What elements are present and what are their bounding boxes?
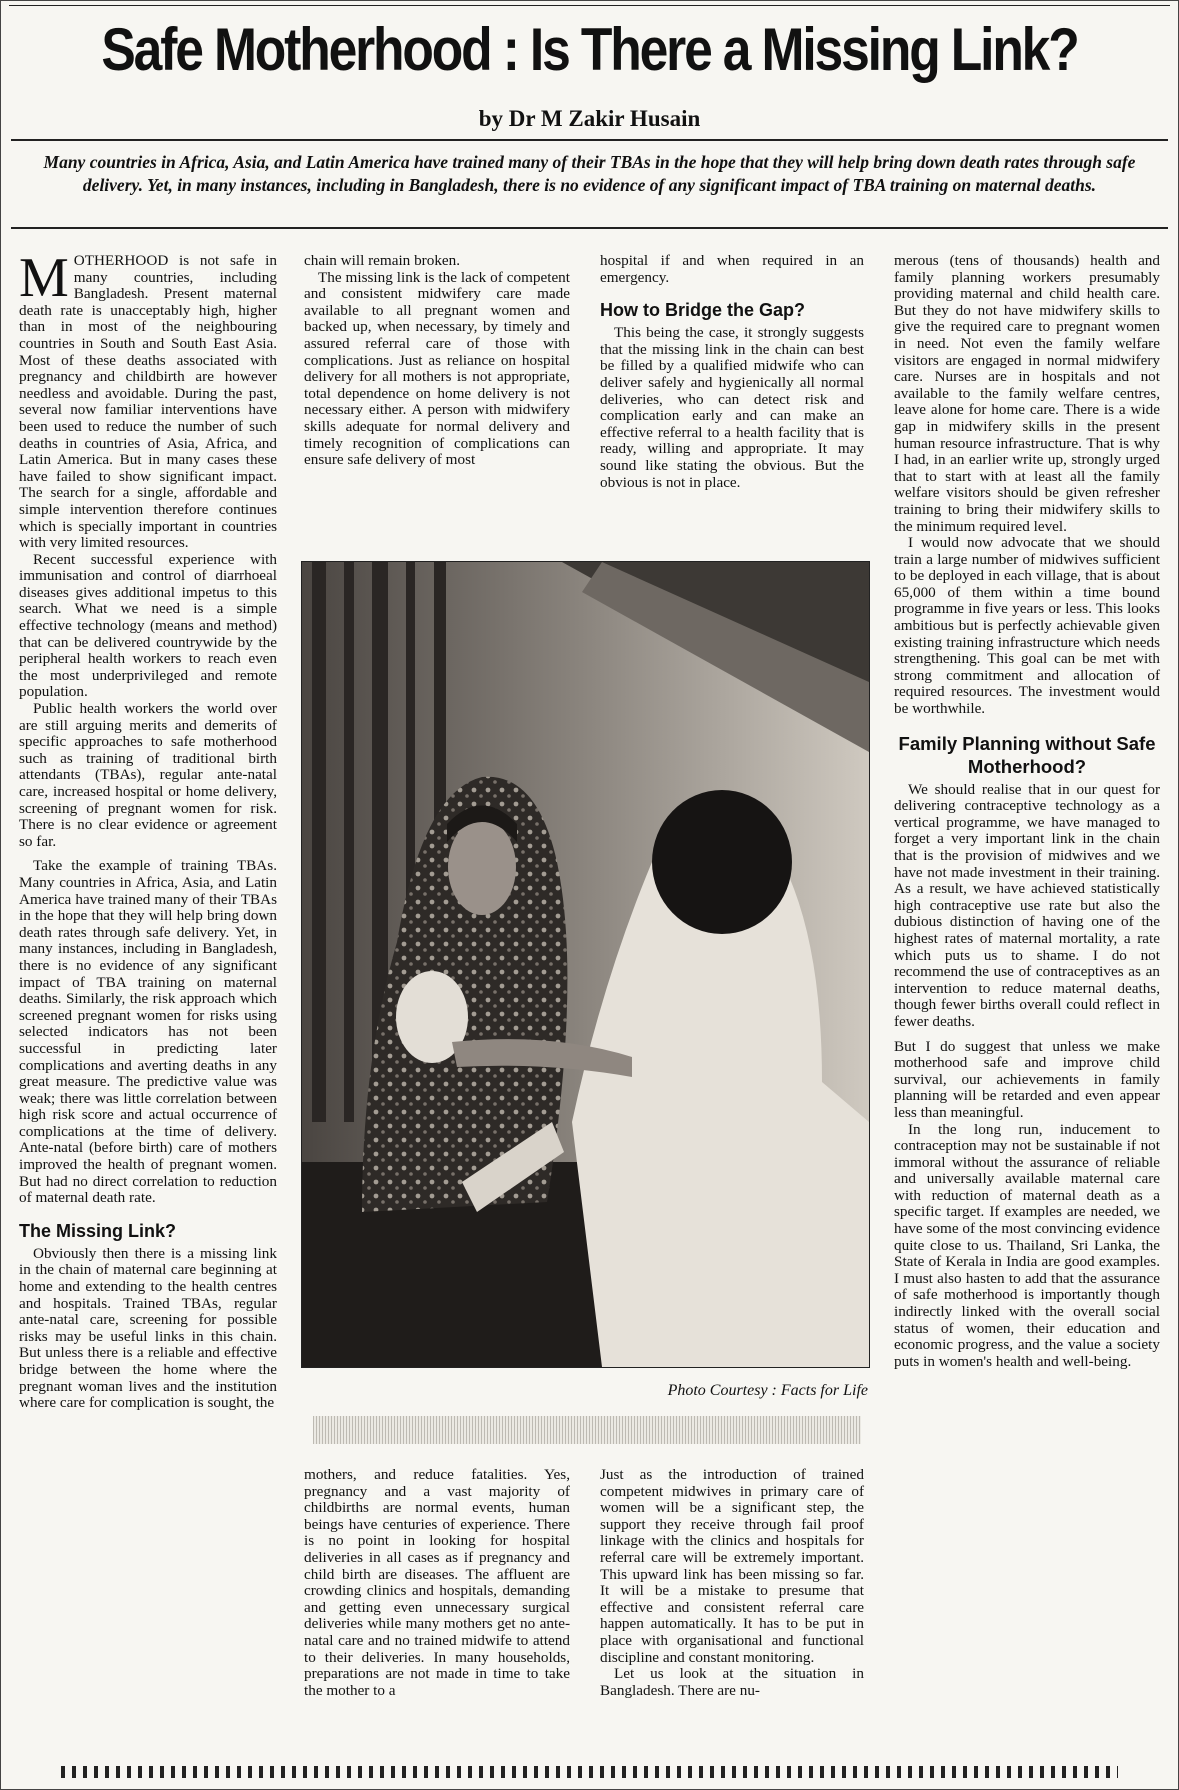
deck-top-rule: [11, 139, 1168, 141]
column-4: [894, 253, 1160, 1370]
col4-paragraph-2: I would now advocate that we should train a large number of midwives sufficient to be deployed in each village, that is about 65,000 of them within a time bound programme in five years or less. This looks ambitious but is perfectly achievable given existing training infrastructure which needs strengthening. This goal can be met with strong commitment and allocation of required resources. The investment would be worthwhile.: [894, 534, 1160, 718]
col4-paragraph-4: But I do suggest that unless we make motherhood safe and improve child survival, our achievements in family planning will be retarded and even appear less than meaningful.: [894, 1037, 1160, 1121]
drop-cap: M: [19, 247, 69, 309]
col2b-paragraph-1: mothers, and reduce fatalities. Yes, pregnancy and a vast majority of childbirths are normal events, human beings have centuries of experience. There is no point in looking for hospital deliveries in all cases as if pregnancy and child birth are diseases. The affluent are crowding clinics and hospitals, demanding and getting even unnecessary surgical deliveries while many mothers get no ante-natal care and no trained midwife to attend to their deliveries. In many households, preparations are not made in time to take the mother to a: [304, 1466, 570, 1699]
article-photo: [301, 561, 870, 1368]
deck-bottom-rule: [11, 227, 1168, 229]
column-2-bottom: [304, 1467, 570, 1699]
bottom-star-rule: [61, 1766, 1118, 1778]
col4-paragraph-3: We should realise that in our quest for delivering contraceptive technology as a vertical programme, we have managed to forget a very important link in the chain that is the provision of midwives and we have not made investment in their training. As a result, we have achieved statistically high contraceptive use rate but also the dubious distinction of having one of the highest rates of maternal mortality, a rate which puts us to shame. I do not recommend the use of contraceptives as an intervention to reduce maternal deaths, though fewer births overall could reflect in fewer deaths.: [894, 780, 1160, 1030]
column-1: [19, 247, 277, 1412]
col3-paragraph-2: This being the case, it strongly suggests that the missing link in the chain can best be filled by a qualified midwife who can deliver safely and hygienically all normal deliveries, who can detect risk and complication early and can make an effective referral to a health facility that is ready, willing and appropriate. It may sound like stating the obvious. But the obvious is not in place.: [600, 324, 864, 491]
col1-paragraph-3: Public health workers the world over are still arguing merits and demerits of specific approaches to safe motherhood such as training of traditional birth attendants (TBAs), regular ante-natal care, increased hospital or home delivery, screening of pregnant women for risk. There is no clear evidence or agreement so far.: [19, 700, 277, 850]
photo-illustration: [302, 562, 869, 1367]
column-3-bottom: [600, 1467, 864, 1699]
col3b-paragraph-2: Let us look at the situation in Bangladesh. There are nu-: [600, 1665, 864, 1699]
col1-paragraph-1: MOTHERHOOD is not safe in many countries, including Bangladesh. Present maternal death rate is unacceptably high, higher than in most of the neighbouring countries in South and South East Asia. Most of these deaths associated with pregnancy and childbirth are however needless and avoidable. During the past, several now familiar interventions have been used to reduce the number of such deaths in countries of Asia, Africa, and Latin America. But in many cases these have failed to show significant impact. The search for a single, affordable and simple intervention therefore continues which is specially important in countries with very limited resources.: [19, 247, 277, 552]
subhead-family-planning: Family Planning without Safe Motherhood?: [898, 732, 1156, 777]
col1-paragraph-2: Recent successful experience with immunisation and control of diarrhoeal diseases gives additional impetus to this search. What we need is a simple effective technology (means and method) that can be delivered countrywide by the peripheral health workers to reach even the most underprivileged and remote population.: [19, 550, 277, 701]
headline: Safe Motherhood : Is There a Missing Link?: [101, 16, 1078, 83]
photo-caption: Photo Courtesy : Facts for Life: [667, 1382, 868, 1399]
col4-paragraph-5: In the long run, inducement to contraception may not be sustainable if not immoral without the assurance of reliable and universally available maternal care with reduction of maternal death as a specific target. If examples are needed, we have some of the most convincing evidence quite close to us. Thailand, Sri Lanka, the State of Kerala in India are good examples. I must also hasten to add that the assurance of safe motherhood is importantly though indirectly linked with the overall social status of women, their education and economic progress, and the value a society puts in women's health and well-being.: [894, 1120, 1160, 1370]
column-2-top: [304, 253, 570, 469]
col4-paragraph-1: merous (tens of thousands) health and family planning workers presumably providing maternal and child health care. But they do not have midwifery skills to give the required care to pregnant women in need. Not even the family welfare visitors are engaged in normal midwifery care. Nurses are in hospitals and not available to the family welfare centres, leave alone for home care. There is a wide gap in midwifery skills in the present human resource infrastructure. That is why I had, in an earlier write up, strongly urged that to start with at least all the family welfare visitors should be given refresher training to bring their midwifery skills to the minimum required level.: [894, 252, 1160, 535]
top-rule: [9, 5, 1170, 6]
subhead-missing-link: The Missing Link?: [19, 1220, 177, 1241]
col1-paragraph-5: Obviously then there is a missing link in the chain of maternal care beginning at home and extending to the health centres and hospitals. Trained TBAs, regular ante-natal care, screening for possible risks may be useful links in this chain. But unless there is a reliable and effective bridge between the home where the pregnant woman lives and the institution where care for complication is sought, the: [19, 1244, 277, 1412]
col2-paragraph-2: The missing link is the lack of competent and consistent midwifery care made available to all pregnant women and backed up, when necessary, by timely and assured referral care of those with complications. Just as reliance on hospital delivery for all mothers is not appropriate, total dependence on home delivery is not necessary either. A person with midwifery skills adequate for normal delivery and timely recognition of complications can ensure safe delivery of most: [304, 268, 570, 469]
hatched-divider: [313, 1416, 861, 1444]
col2-paragraph-1: chain will remain broken.: [304, 252, 461, 269]
deck: Many countries in Africa, Asia, and Latin America have trained many of their TBAs in the hope that they will help bring down death rates through safe delivery. Yet, in many instances, including in Bangladesh, there is no evidence of any significant impact of TBA training on maternal deaths.: [43, 152, 1136, 195]
col3b-paragraph-1: Just as the introduction of trained competent midwives in primary care of women will be a significant step, the support they receive through fail proof linkage with the clinics and hospitals for referral care will be extremely important. This upward link has been missing so far. It will be a mistake to presume that effective and consistent referral care happen automatically. It has to be put in place with organisational and functional discipline and constant monitoring.: [600, 1466, 864, 1666]
col3-paragraph-1: hospital if and when required in an emergency.: [600, 252, 864, 286]
col1-paragraph-4: Take the example of training TBAs. Many countries in Africa, Asia, and Latin America have trained many of their TBAs in the hope that they will help bring down death rates through safe delivery. Yet, in many instances, including in Bangladesh, there is no evidence of any significant impact of TBA training on maternal deaths. Similarly, the risk approach which screened pregnant women for risks using selected indicators has not been successful in predicting later complications and averting deaths in any great measure. The predictive value was weak; there was little correlation between high risk score and actual occurrence of complications at the time of delivery. Ante-natal (before birth) care of mothers improved the health of pregnant women. But had no direct correlation to reduction of maternal death rate.: [19, 857, 277, 1207]
byline: by Dr M Zakir Husain: [478, 106, 701, 131]
subhead-bridge-gap: How to Bridge the Gap?: [600, 300, 805, 321]
column-3-top: [600, 253, 864, 491]
